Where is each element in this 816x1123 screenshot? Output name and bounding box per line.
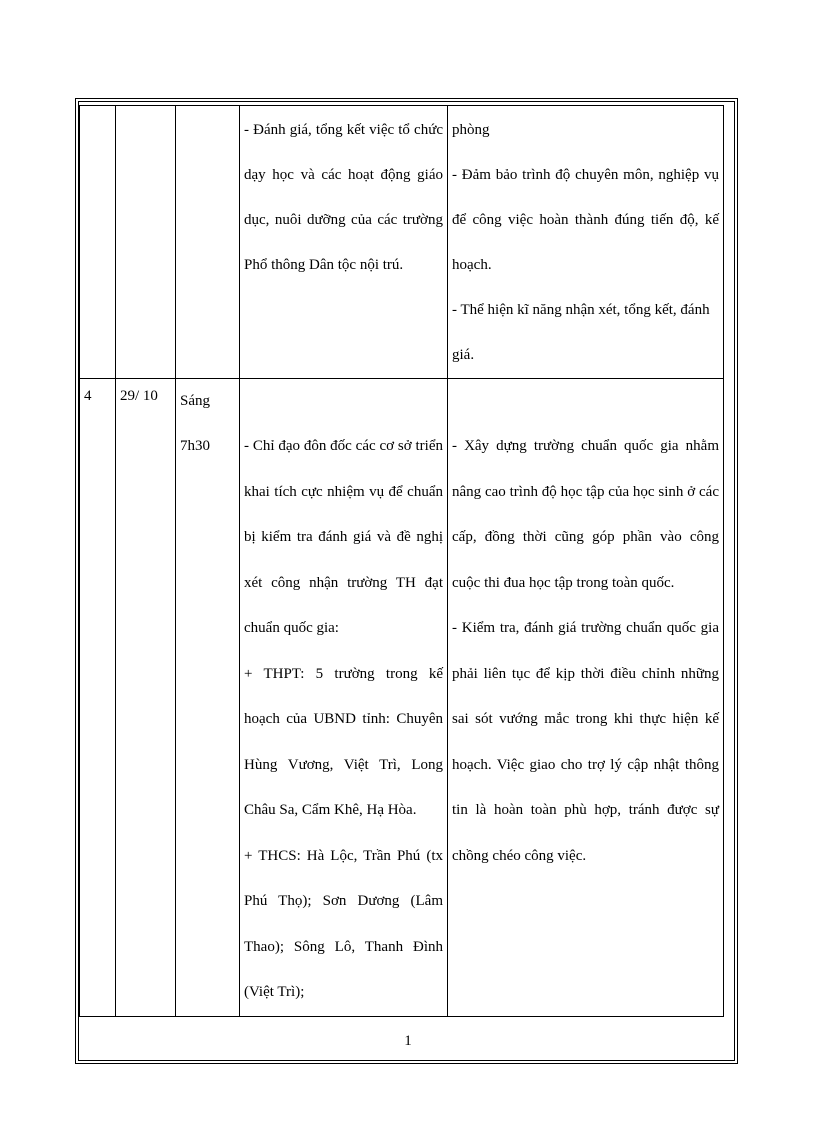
content-line: + THCS: Hà Lộc, Trần Phú (tx Phú Thọ); Sơn Dương (Lâm Thao); Sông Lô, Thanh Đình (Việt Trì);	[244, 847, 443, 1000]
content-text: - Đánh giá, tổng kết việc tổ chức dạy học và các hoạt động giáo dục, nuôi dưỡng của các trường Phổ thông Dân tộc nội trú.	[244, 122, 443, 273]
table-row	[80, 379, 724, 1017]
content-line: + THPT: 5 trường trong kế hoạch của UBND tỉnh: Chuyên Hùng Vương, Việt Trì, Long Châu Sa, Cẩm Khê, Hạ Hòa.	[244, 665, 443, 818]
result-cell	[448, 379, 724, 1017]
content-cell	[240, 106, 448, 379]
row-number-cell: 4	[80, 379, 116, 1017]
result-line: phòng	[452, 122, 490, 138]
row-number-cell	[80, 106, 116, 379]
result-cell	[448, 106, 724, 379]
content-line: - Chỉ đạo đôn đốc các cơ sở triển khai tích cực nhiệm vụ để chuẩn bị kiểm tra đánh giá và đề nghị xét công nhận trường TH đạt chuẩn quốc gia:	[244, 438, 443, 636]
result-line: - Thể hiện kĩ năng nhận xét, tổng kết, đánh giá.	[452, 302, 710, 363]
result-line: - Đảm bảo trình độ chuyên môn, nghiệp vụ để công việc hoàn thành đúng tiến độ, kế hoạch.	[452, 167, 719, 273]
table-row	[80, 106, 724, 379]
schedule-table	[79, 105, 724, 1017]
result-line: - Xây dựng trường chuẩn quốc gia nhằm nâng cao trình độ học tập của học sinh ở các cấp, đồng thời cũng góp phần vào công cuộc thi đua học tập trong toàn quốc.	[452, 438, 719, 591]
time-line: 7h30	[180, 438, 210, 454]
time-line: Sáng	[180, 393, 210, 409]
date-cell: 29/ 10	[116, 379, 176, 1017]
result-line: - Kiểm tra, đánh giá trường chuẩn quốc gia phải liên tục để kịp thời điều chỉnh những sai sót vướng mắc trong khi thực hiện kế hoạch. Việc giao cho trợ lý cập nhật thông tin là hoàn toàn phù hợp, tránh được sự chồng chéo công việc.	[452, 620, 719, 864]
page-number: 1	[404, 1033, 412, 1049]
time-cell	[176, 379, 240, 1017]
content-cell	[240, 379, 448, 1017]
date-cell	[116, 106, 176, 379]
time-cell	[176, 106, 240, 379]
